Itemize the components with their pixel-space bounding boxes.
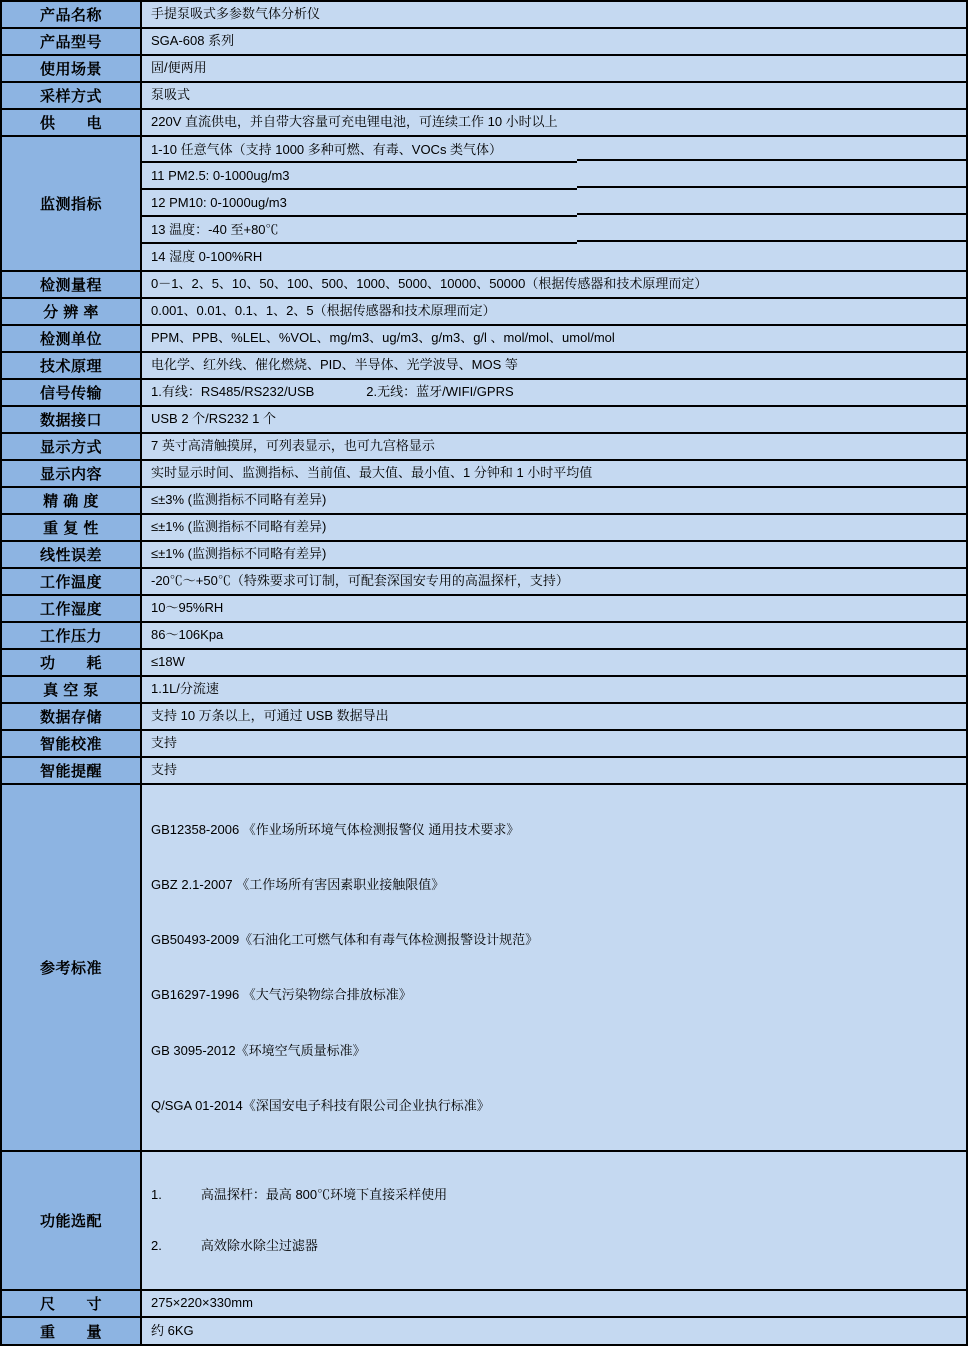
monitor-item: 1-10 任意气体（支持 1000 多种可燃、有毒、VOCs 类气体） (141, 136, 967, 163)
table-row (1, 595, 967, 622)
spec-label: 线性误差 (1, 541, 141, 568)
table-row (1, 541, 967, 568)
table-row (1, 406, 967, 433)
spec-label: 重 复 性 (1, 514, 141, 541)
spec-label: 智能提醒 (1, 757, 141, 784)
spec-value: 支持 (141, 730, 967, 757)
spec-value: 固/便两用 (141, 55, 967, 82)
spec-label: 工作湿度 (1, 595, 141, 622)
spec-value: 电化学、红外线、催化燃烧、PID、半导体、光学波导、MOS 等 (141, 352, 967, 379)
spec-label: 监测指标 (1, 136, 141, 271)
spec-value: 约 6KG (141, 1317, 967, 1345)
table-row (1, 514, 967, 541)
spec-label: 分 辨 率 (1, 298, 141, 325)
monitor-item: 11 PM2.5: 0-1000ug/m3 (141, 163, 967, 190)
spec-label: 采样方式 (1, 82, 141, 109)
table-row (1, 379, 967, 406)
spec-label: 工作压力 (1, 622, 141, 649)
spec-value: 220V 直流供电，并自带大容量可充电锂电池，可连续工作 10 小时以上 (141, 109, 967, 136)
table-row (1, 325, 967, 352)
spec-value: 275×220×330mm (141, 1290, 967, 1317)
spec-value: 7 英寸高清触摸屏，可列表显示，也可九宫格显示 (141, 433, 967, 460)
table-row (1, 568, 967, 595)
spec-label: 供 电 (1, 109, 141, 136)
spec-value (141, 784, 967, 1151)
table-row (1, 190, 967, 217)
standard-line: GB50493-2009《石油化工可燃气体和有毒气体检测报警设计规范》 (151, 932, 539, 948)
table-row (1, 460, 967, 487)
spec-label: 数据接口 (1, 406, 141, 433)
option-line: 2. 高效除水除尘过滤器 (151, 1238, 318, 1254)
spec-value: PPM、PPB、%LEL、%VOL、mg/m3、ug/m3、g/m3、g/l 、mol/mol、umol/mol (141, 325, 967, 352)
spec-value: 实时显示时间、监测指标、当前值、最大值、最小值、1 分钟和 1 小时平均值 (141, 460, 967, 487)
spec-value: 1.1L/分流速 (141, 676, 967, 703)
spec-label: 真 空 泵 (1, 676, 141, 703)
standard-line: Q/SGA 01-2014《深国安电子科技有限公司企业执行标准》 (151, 1097, 490, 1113)
spec-value: 手提泵吸式多参数气体分析仪 (141, 1, 967, 28)
spec-label: 使用场景 (1, 55, 141, 82)
table-row (1, 622, 967, 649)
standard-line: GB12358-2006 《作业场所环境气体检测报警仪 通用技术要求》 (151, 821, 520, 837)
spec-label: 检测量程 (1, 271, 141, 298)
spec-label: 数据存储 (1, 703, 141, 730)
monitor-item: 14 湿度 0-100%RH (141, 244, 967, 271)
table-row (1, 1317, 967, 1345)
spec-label: 产品名称 (1, 1, 141, 28)
spec-value (141, 1151, 967, 1290)
spec-value: 0.001、0.01、0.1、1、2、5（根据传感器和技术原理而定） (141, 298, 967, 325)
table-row (1, 1, 967, 28)
table-row (1, 55, 967, 82)
spec-value: ≤18W (141, 649, 967, 676)
spec-label: 显示内容 (1, 460, 141, 487)
table-row (1, 676, 967, 703)
table-row (1, 163, 967, 190)
spec-value: 1.有线：RS485/RS232/USB 2.无线：蓝牙/WIFI/GPRS (141, 379, 967, 406)
spec-label: 工作温度 (1, 568, 141, 595)
spec-value: ≤±3% (监测指标不同略有差异) (141, 487, 967, 514)
table-row (1, 433, 967, 460)
table-row (1, 109, 967, 136)
spec-label: 技术原理 (1, 352, 141, 379)
spec-label: 信号传输 (1, 379, 141, 406)
standard-line: GB 3095-2012《环境空气质量标准》 (151, 1042, 366, 1058)
spec-value: SGA-608 系列 (141, 28, 967, 55)
table-row-standards (1, 784, 967, 1151)
table-row (1, 757, 967, 784)
table-row (1, 487, 967, 514)
spec-value: 支持 10 万条以上，可通过 USB 数据导出 (141, 703, 967, 730)
table-row (1, 298, 967, 325)
spec-value: 10～95%RH (141, 595, 967, 622)
spec-label: 功能选配 (1, 1151, 141, 1290)
spec-value: 86～106Kpa (141, 622, 967, 649)
spec-label: 参考标准 (1, 784, 141, 1151)
spec-label: 功 耗 (1, 649, 141, 676)
table-row (1, 730, 967, 757)
table-row-options (1, 1151, 967, 1290)
spec-label: 智能校准 (1, 730, 141, 757)
table-row (1, 28, 967, 55)
table-row (1, 271, 967, 298)
spec-value: USB 2 个/RS232 1 个 (141, 406, 967, 433)
spec-value: ≤±1% (监测指标不同略有差异) (141, 541, 967, 568)
table-row (1, 649, 967, 676)
table-row (1, 82, 967, 109)
spec-value: ≤±1% (监测指标不同略有差异) (141, 514, 967, 541)
spec-label: 检测单位 (1, 325, 141, 352)
spec-label: 产品型号 (1, 28, 141, 55)
spec-label: 显示方式 (1, 433, 141, 460)
spec-label: 尺 寸 (1, 1290, 141, 1317)
table-row (1, 217, 967, 244)
spec-value: -20℃～+50℃（特殊要求可订制，可配套深国安专用的高温探杆，支持） (141, 568, 967, 595)
standard-line: GB16297-1996 《大气污染物综合排放标准》 (151, 987, 412, 1003)
monitor-item: 13 温度：-40 至+80℃ (141, 217, 967, 244)
standard-line: GBZ 2.1-2007 《工作场所有害因素职业接触限值》 (151, 876, 445, 892)
spec-value: 支持 (141, 757, 967, 784)
table-row-monitor-group (1, 136, 967, 163)
table-row (1, 244, 967, 271)
spec-value: 泵吸式 (141, 82, 967, 109)
option-line: 1. 高温探杆：最高 800℃环境下直接采样使用 (151, 1186, 448, 1202)
spec-label: 重 量 (1, 1317, 141, 1345)
spec-label: 精 确 度 (1, 487, 141, 514)
monitor-item: 12 PM10: 0-1000ug/m3 (141, 190, 967, 217)
spec-value: 0－1、2、5、10、50、100、500、1000、5000、10000、50000（根据传感器和技术原理而定） (141, 271, 967, 298)
table-row (1, 352, 967, 379)
table-row (1, 1290, 967, 1317)
table-row (1, 703, 967, 730)
